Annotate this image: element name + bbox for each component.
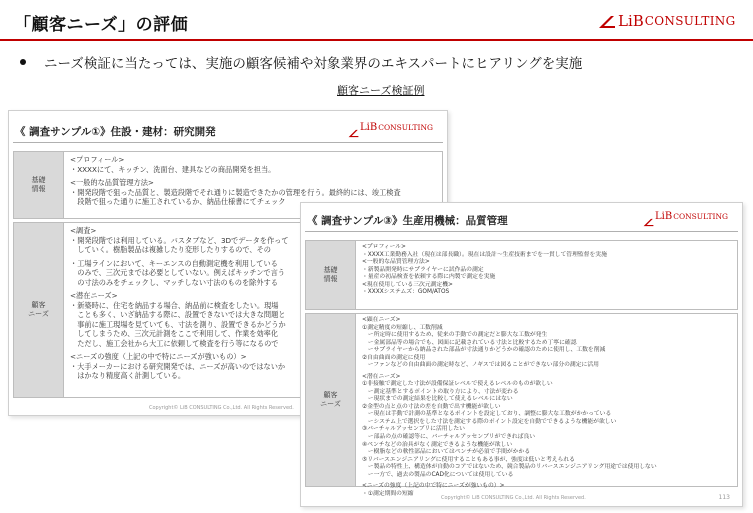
text-line: ・大手メーカーにおける研究開発では、ニーズが高いのではないか xyxy=(70,361,286,371)
text-line: ④ペンチなどの治具がなく測定できるような機能が欲しい xyxy=(362,441,513,448)
text-line: ・XXXX工業勤務入社（現在は部長職）。現在は設計〜生産技術までを一貫して管理監督を実施 xyxy=(362,251,607,258)
text-line: ー金属部品等の場合でも、図面に記載されている寸法と比較するため丁寧に確認 xyxy=(362,339,577,346)
row-label-text: 基礎 情報 xyxy=(31,175,46,193)
text-line: 段階で狙った通りに施工されているか、納品仕様書にてチェック xyxy=(70,197,286,206)
basic-info-row xyxy=(305,240,738,310)
text-line: のみで、三次元までは必要としていない。例えばキッチンで言う xyxy=(70,268,285,277)
card-title: 《 調査サンプル①》住設・建材：研究開発 xyxy=(15,126,216,138)
text-line: してしまうため、三次元計測をここで利用して、作業を効率化 xyxy=(70,329,279,338)
text-line: ⑤リバースエンジニアリングに使用することもある事が、強度は低いと考えられる xyxy=(362,456,575,463)
text-line: ー樹脂などの軟性部品においてはペンチが必須で手間がかかる xyxy=(362,449,531,456)
text-line: <ニーズの強度（上記の中で特にニーズが強いもの）> xyxy=(362,483,505,490)
row-label xyxy=(14,152,64,218)
row-label-text: 顧客 ニーズ xyxy=(320,390,341,408)
text-line: ことも多く、いざ納品する際に、設置できないでは大きな問題と xyxy=(70,310,286,319)
page-number: 113 xyxy=(718,494,730,501)
title-bar xyxy=(0,0,753,40)
text-line: <プロフィール> xyxy=(70,155,125,164)
text-line: ①非接触で測定した寸法が設備保証レベルで使えるレベルのものが欲しい xyxy=(362,381,553,388)
row-label-text: 基礎 情報 xyxy=(323,265,338,283)
card-title: 《 調査サンプル③》生産用機械：品質管理 xyxy=(307,215,508,227)
text-line: <一般的な品質管理方法> xyxy=(70,178,154,187)
text-line: ー製品の特性上、構造体が自動のコアではないため、競合製品のリバースエンジニアリング用途では使用しない xyxy=(362,464,657,471)
text-line: ・開発段階で狙った品質と、製造段階でそれ通りに製造できたかの管理を行う。最終的には、竣工検査 xyxy=(70,187,401,197)
row-label xyxy=(306,314,356,486)
text-line: <調査> xyxy=(70,226,97,235)
text-line: ・XXXXにて、キッチン、洗面台、建具などの商品開発を担当。 xyxy=(70,164,276,174)
text-line: ・①測定期間の短縮 xyxy=(362,490,414,497)
text-line: ・開発段階では利用している。バスタブなど、3Dでデータを作って xyxy=(70,235,289,245)
text-line: ・工場ラインにおいて、キーエンスの自動測定機を利用している xyxy=(70,258,278,268)
text-line: ・量産の初品検査を依頼する際に内製で測定を実施 xyxy=(362,274,496,281)
text-line: ただし、施工会社から大工に依頼して検査を行う等になるので xyxy=(70,338,279,348)
logo-swoosh-icon xyxy=(643,212,654,221)
text-line: ー所定時に使用するため、従来の手動での測定だと膨大な工数が発生 xyxy=(362,332,548,339)
logo-consulting-text: CONSULTING xyxy=(673,212,728,221)
copyright-text: Copyright© LiB CONSULTING Co.,Ltd. All Rights Reserved. xyxy=(149,405,294,411)
text-line: ー一方で、過去の製品のCAD化については使用している xyxy=(362,471,514,478)
text-line: <プロフィール> xyxy=(362,244,406,250)
page-title: 「顧客ニーズ」の評価 xyxy=(14,15,189,35)
text-line: <潜在ニーズ> xyxy=(362,373,401,380)
copyright-text: Copyright© LiB CONSULTING Co.,Ltd. All Rights Reserved. xyxy=(441,495,586,501)
row-content xyxy=(356,241,737,309)
row-label xyxy=(14,223,64,397)
text-line: <現在使用している三次元測定機> xyxy=(362,281,453,288)
card-divider xyxy=(13,142,443,143)
text-line: <ニーズの強度（上記の中で特にニーズが強いもの）> xyxy=(70,352,247,361)
text-line: ーシステム上で選択をした寸法を測定する際のポイント設定を自動でできるような機能が欲しい xyxy=(362,418,617,425)
text-line: ①測定精度の短縮し、工数削減 xyxy=(362,324,443,331)
text-line: ・XXXXシステムズ：GOM/ATOS xyxy=(362,289,450,296)
text-line: ーファンなどの自由曲面の測定時など、ノギスでは図ることができない部分の測定に活用 xyxy=(362,362,599,369)
text-line: 事前に施工現場を見ていても、寸法を測り、設置できるかどうか xyxy=(70,319,286,329)
row-label-text: 顧客 ニーズ xyxy=(28,300,49,318)
text-line: <潜在ニーズ> xyxy=(70,291,118,300)
text-line: ②金型の点と点の寸法の差を自動で出す機能が欲しい xyxy=(362,403,501,410)
customer-needs-row xyxy=(305,313,738,497)
text-line: ②自由曲面の測定に使用 xyxy=(362,354,426,361)
text-line: していく。樹脂製品は複雑したり変形したりするので、その xyxy=(70,245,271,254)
logo-lib-text: LiB xyxy=(618,12,644,30)
row-label xyxy=(306,241,356,309)
title-divider xyxy=(0,39,753,41)
text-line: ・新築時に、住宅を納品する場合、納品前に検査をしたい。現場 xyxy=(70,300,279,310)
bullet-icon xyxy=(20,59,26,65)
figure-caption: 顧客ニーズ検証例 xyxy=(337,84,425,97)
text-line: ・新製品開発時にサプライヤーに試作品の測定 xyxy=(362,266,484,273)
text-line: <顕在ニーズ> xyxy=(362,317,401,323)
text-line: ー部品の点の確認等に、バーチャルアッセンブリができれば良い xyxy=(362,433,536,440)
text-line: ーサプライヤーから納品された部品が寸法通りかどうかの確認のために使用し、工数を削減 xyxy=(362,347,606,354)
text-line: ー現在は手動で計測の基準となるポイントを設定しており、調整に膨大な工数がかかっている xyxy=(362,411,612,418)
card-logo xyxy=(643,211,728,222)
text-line: <一般的な品質管理方法> xyxy=(362,259,430,266)
survey-sample-card-3 xyxy=(300,202,743,507)
company-logo xyxy=(598,12,735,30)
text-line: はかなり精度高く計測している。 xyxy=(70,371,186,380)
logo-swoosh-icon xyxy=(348,123,359,132)
logo-lib-text: LiB xyxy=(655,211,673,222)
text-line: の寸法のみをチェックし、マッチしない寸法のものを除外する xyxy=(70,277,278,287)
logo-lib-text: LiB xyxy=(360,122,378,133)
bullet-point xyxy=(20,52,582,72)
logo-consulting-text: CONSULTING xyxy=(378,123,433,132)
text-line: ー測定基準とするポイントの取り方により、寸法が変わる xyxy=(362,388,519,395)
logo-swoosh-icon xyxy=(598,14,616,28)
text-line: ③バーチャルアッセンブリに活用したい xyxy=(362,426,465,433)
card-logo xyxy=(348,122,433,133)
text-line: ー現状までの測定結果を比較して使えるレベルにはない xyxy=(362,396,513,403)
bullet-text: ニーズ検証に当たっては、実施の顧客候補や対象業界のエキスパートにヒアリングを実施 xyxy=(44,56,583,72)
card-divider xyxy=(305,231,738,232)
logo-consulting-text: CONSULTING xyxy=(644,14,736,28)
row-content xyxy=(356,314,737,497)
